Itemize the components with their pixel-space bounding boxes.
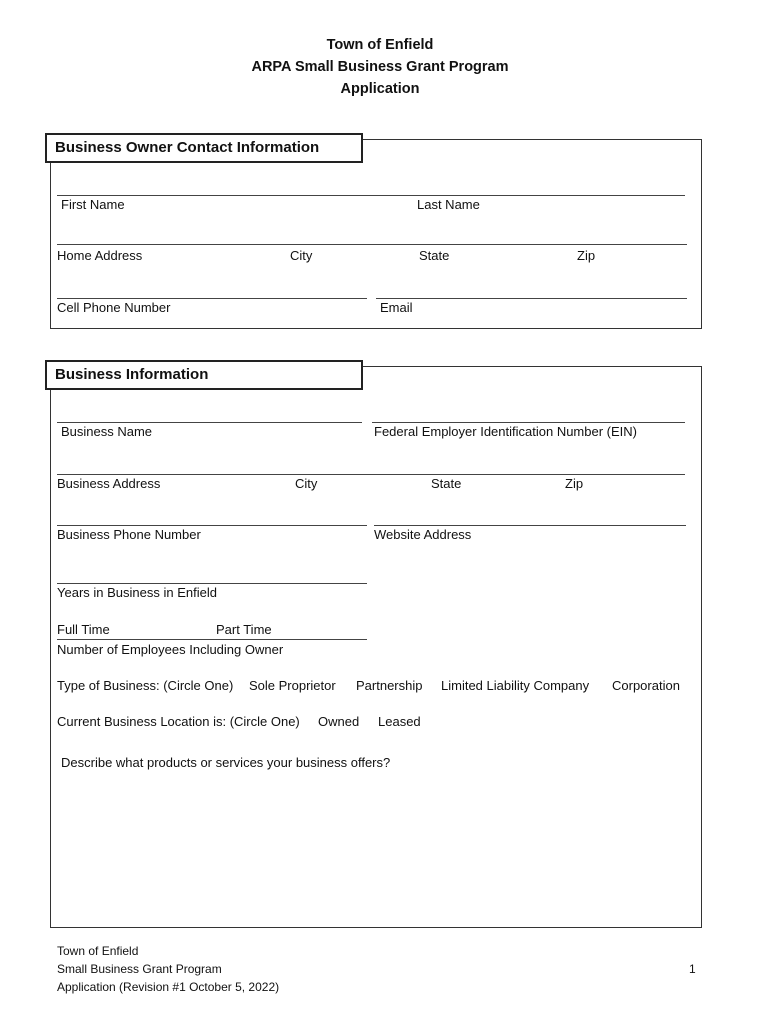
describe-answer-area[interactable]	[57, 780, 687, 920]
business-section-header: Business Information	[45, 360, 363, 390]
business-address-label: Business Address	[57, 476, 161, 491]
employees-line[interactable]	[57, 639, 367, 640]
business-zip-label: Zip	[565, 476, 584, 491]
doc-title-program: ARPA Small Business Grant Program	[251, 59, 509, 75]
ein-line[interactable]	[372, 422, 685, 423]
cell-phone-line[interactable]	[57, 298, 367, 299]
full-time-label: Full Time	[57, 622, 110, 637]
location-option-owned[interactable]: Owned	[318, 714, 360, 729]
email-label: Email	[380, 300, 413, 315]
location-option-leased[interactable]: Leased	[378, 714, 421, 729]
business-phone-line[interactable]	[57, 525, 367, 526]
owner-section-header: Business Owner Contact Information	[45, 133, 363, 163]
years-line[interactable]	[57, 583, 367, 584]
footer-program: Small Business Grant Program	[57, 962, 222, 976]
home-address-label: Home Address	[57, 248, 143, 263]
business-name-line[interactable]	[57, 422, 362, 423]
doc-title-town: Town of Enfield	[326, 37, 434, 53]
footer-town: Town of Enfield	[57, 944, 139, 958]
type-option-sole-proprietor[interactable]: Sole Proprietor	[249, 678, 336, 693]
website-label: Website Address	[374, 527, 472, 542]
business-name-label: Business Name	[61, 424, 153, 439]
employees-label: Number of Employees Including Owner	[57, 642, 284, 657]
type-option-corporation[interactable]: Corporation	[612, 678, 680, 693]
doc-title-application: Application	[340, 81, 420, 97]
last-name-label: Last Name	[417, 197, 480, 212]
business-address-line[interactable]	[57, 474, 685, 475]
email-line[interactable]	[376, 298, 687, 299]
describe-prompt: Describe what products or services your business offers?	[61, 755, 391, 770]
type-option-llc[interactable]: Limited Liability Company	[441, 678, 590, 693]
cell-phone-label: Cell Phone Number	[57, 300, 171, 315]
page-number: 1	[689, 962, 696, 976]
business-phone-label: Business Phone Number	[57, 527, 201, 542]
website-line[interactable]	[374, 525, 686, 526]
home-city-label: City	[290, 248, 313, 263]
first-name-label: First Name	[61, 197, 125, 212]
years-label: Years in Business in Enfield	[57, 585, 217, 600]
home-zip-label: Zip	[577, 248, 596, 263]
business-city-label: City	[295, 476, 318, 491]
home-address-line[interactable]	[57, 244, 687, 245]
type-of-business-label: Type of Business: (Circle One)	[57, 678, 234, 693]
location-label: Current Business Location is: (Circle One)	[57, 714, 300, 729]
part-time-label: Part Time	[216, 622, 272, 637]
home-state-label: State	[419, 248, 450, 263]
business-state-label: State	[431, 476, 462, 491]
footer-revision: Application (Revision #1 October 5, 2022)	[57, 980, 280, 994]
ein-label: Federal Employer Identification Number (EIN)	[374, 424, 637, 439]
name-line[interactable]	[57, 195, 685, 196]
type-option-partnership[interactable]: Partnership	[356, 678, 423, 693]
